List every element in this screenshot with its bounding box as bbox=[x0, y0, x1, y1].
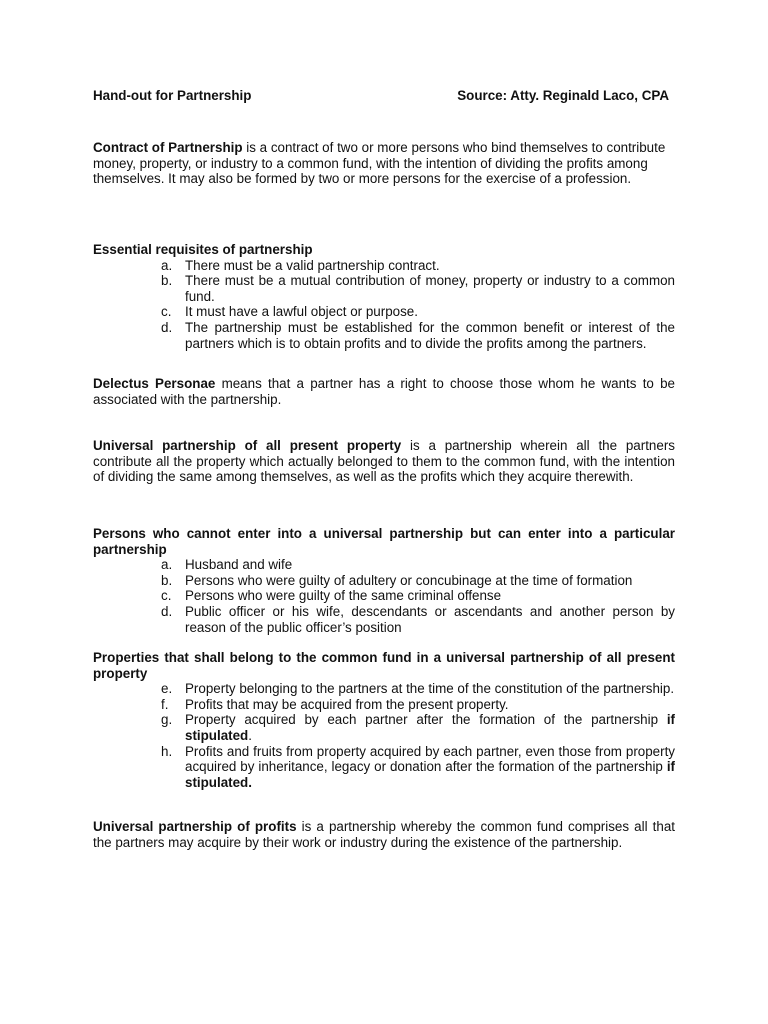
properties-list bbox=[93, 681, 675, 790]
source-credit: Source: Atty. Reginald Laco, CPA bbox=[457, 88, 669, 103]
list-item-text: It must have a lawful object or purpose. bbox=[185, 304, 418, 320]
list-marker: a. bbox=[161, 557, 173, 573]
list-item-text: Profits and fruits from property acquired by each partner, even those from property acquired by inheritance, legacy or donation after the formation of the partnership bbox=[185, 743, 675, 775]
delectus-text: means that a partner has a right to choose those whom he wants to be associated with the partnership. bbox=[93, 376, 675, 407]
list-item-emphasis: if stipulated. bbox=[185, 759, 675, 790]
list-item-text: Property acquired by each partner after the formation of the partnership bbox=[185, 712, 667, 728]
list-item bbox=[93, 304, 675, 320]
list-item-text: There must be a valid partnership contract. bbox=[185, 257, 440, 273]
list-marker: d. bbox=[161, 319, 173, 335]
list-item bbox=[93, 557, 675, 573]
list-item-text: There must be a mutual contribution of money, property or industry to a common fund. bbox=[185, 273, 675, 304]
document-header bbox=[93, 88, 675, 104]
list-item-text: Profits that may be acquired from the present property. bbox=[185, 696, 509, 712]
list-item bbox=[93, 697, 675, 713]
persons-heading: Persons who cannot enter into a universal partnership but can enter into a particular partnership bbox=[93, 526, 675, 557]
list-marker: a. bbox=[161, 257, 173, 273]
list-marker: c. bbox=[161, 304, 172, 320]
universal-present-text: is a partnership wherein all the partners contribute all the property which actually belonged to them to the common fund, with the intention of dividing the same among themselves, as well as the profits which they acquire therewith. bbox=[93, 438, 675, 485]
list-marker: g. bbox=[161, 712, 173, 728]
handout-title: Hand-out for Partnership bbox=[93, 88, 252, 103]
delectus-term: Delectus Personae bbox=[93, 376, 216, 391]
list-marker: e. bbox=[161, 681, 173, 697]
requisites-heading: Essential requisites of partnership bbox=[93, 242, 313, 257]
list-marker: c. bbox=[161, 588, 172, 604]
list-item bbox=[93, 588, 675, 604]
requisites-list bbox=[93, 258, 675, 352]
contract-text: is a contract of two or more persons who bind themselves to contribute money, property, or industry to a common fund, with the intention of dividing the profits among themselves. It may also be formed by two or more persons for the exercise of a profession. bbox=[93, 140, 666, 187]
list-item bbox=[93, 744, 675, 791]
delectus-definition bbox=[93, 376, 675, 407]
list-item-text: Public officer or his wife, descendants or ascendants and another person by reason of the public officer’s position bbox=[185, 603, 675, 635]
contract-term: Contract of Partnership bbox=[93, 140, 243, 155]
properties-section bbox=[93, 650, 675, 790]
persons-list bbox=[93, 557, 675, 635]
properties-heading: Properties that shall belong to the common fund in a universal partnership of all present property bbox=[93, 650, 675, 681]
list-item bbox=[93, 258, 675, 274]
persons-section bbox=[93, 526, 675, 635]
requisites-section bbox=[93, 242, 675, 351]
universal-present-term: Universal partnership of all present property bbox=[93, 438, 402, 453]
list-item bbox=[93, 273, 675, 304]
list-item-text: Persons who were guilty of the same criminal offense bbox=[185, 588, 502, 604]
list-marker: b. bbox=[161, 572, 173, 588]
universal-present-definition bbox=[93, 438, 675, 485]
contract-definition bbox=[93, 140, 675, 187]
list-item bbox=[93, 712, 675, 743]
list-item-text: Husband and wife bbox=[185, 557, 293, 573]
list-marker: f. bbox=[161, 696, 169, 712]
list-item-text: Property belonging to the partners at the time of the constitution of the partnership. bbox=[185, 681, 675, 697]
list-item bbox=[93, 604, 675, 635]
list-item-text: Persons who were guilty of adultery or concubinage at the time of formation bbox=[185, 572, 633, 588]
list-marker: d. bbox=[161, 603, 173, 619]
universal-profits-definition bbox=[93, 819, 675, 850]
list-item bbox=[93, 320, 675, 351]
list-item-text: The partnership must be established for the common benefit or interest of the partners which is to obtain profits and to divide the profits among the partners. bbox=[185, 319, 675, 351]
list-marker: h. bbox=[161, 743, 173, 759]
list-item-emphasis: if stipulated bbox=[185, 712, 675, 743]
list-item-tail: . bbox=[248, 727, 252, 743]
list-item bbox=[93, 681, 675, 697]
universal-profits-term: Universal partnership of profits bbox=[93, 819, 297, 834]
list-item bbox=[93, 573, 675, 589]
list-marker: b. bbox=[161, 273, 173, 289]
universal-profits-text: is a partnership whereby the common fund comprises all that the partners may acquire by their work or industry during the existence of the partnership. bbox=[93, 819, 675, 850]
